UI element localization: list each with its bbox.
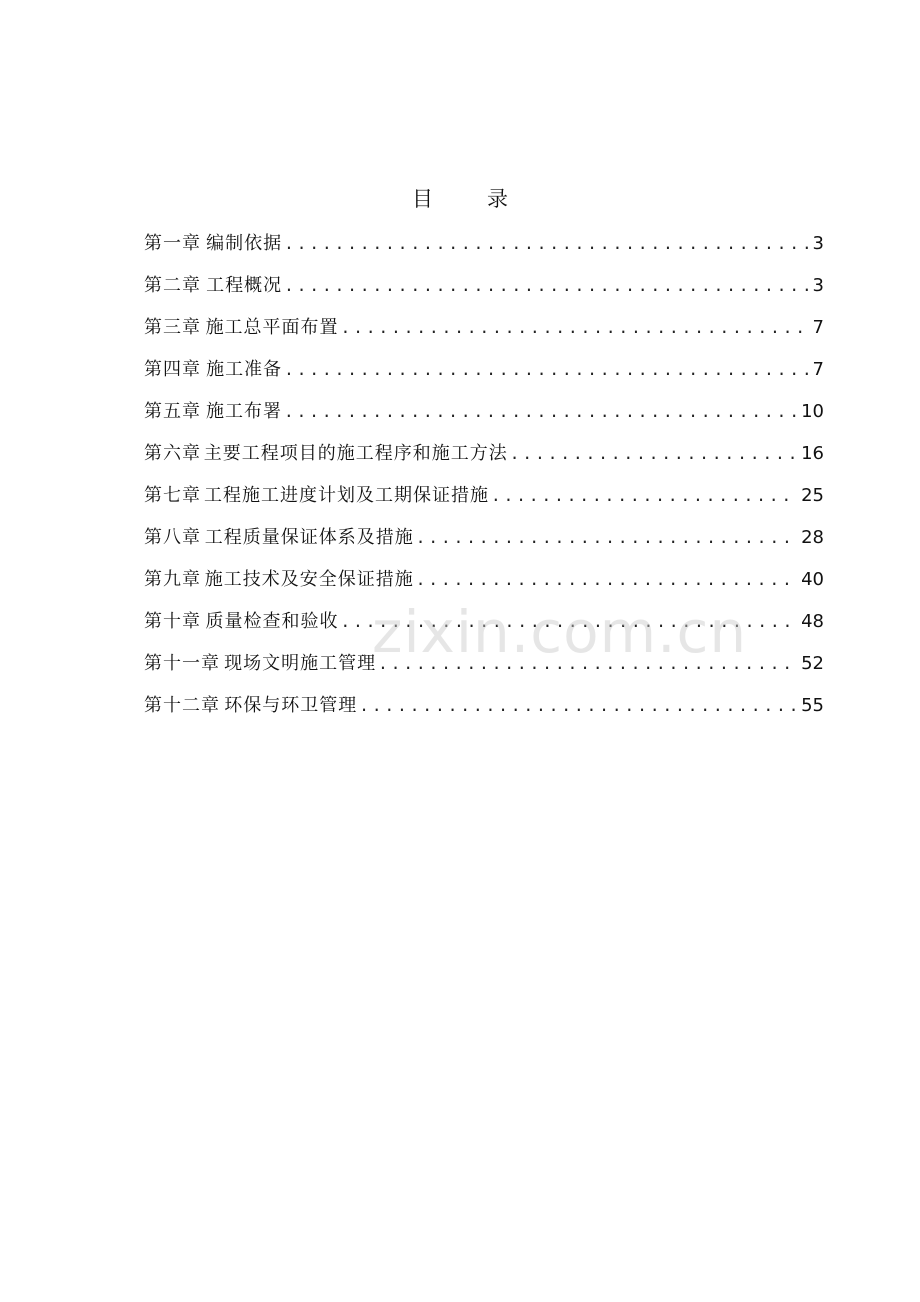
toc-dot-leader — [378, 649, 797, 679]
toc-entry-title: 工程施工进度计划及工期保证措施 — [203, 485, 489, 506]
toc-page-number: 3 — [812, 233, 824, 254]
toc-entry[interactable] — [144, 439, 824, 481]
toc-page-number: 7 — [812, 359, 824, 380]
toc-entry[interactable] — [144, 229, 824, 271]
toc-entry-title: 施工布署 — [206, 401, 282, 422]
toc-title-left: 目 — [412, 187, 433, 211]
toc-dot-leader — [416, 565, 797, 595]
toc-chapter-label: 第三章 — [144, 317, 201, 338]
toc-entry[interactable] — [144, 313, 824, 355]
toc-entry[interactable] — [144, 649, 824, 691]
toc-chapter-label: 第九章 — [144, 569, 201, 590]
toc-entry-title: 施工准备 — [206, 359, 283, 380]
toc-page-number: 28 — [801, 527, 824, 548]
toc-chapter-label: 第十二章 — [144, 695, 220, 716]
toc-entry[interactable] — [144, 691, 824, 733]
toc-entry[interactable] — [144, 565, 824, 607]
toc-page-number: 3 — [812, 275, 824, 296]
toc-entry-title: 施工技术及安全保证措施 — [204, 569, 414, 590]
toc-entry-title: 编制依据 — [206, 233, 283, 254]
toc-dot-leader — [284, 397, 797, 427]
toc-dot-leader — [284, 271, 808, 301]
toc-entry[interactable] — [144, 607, 824, 649]
toc-page-number: 7 — [812, 317, 824, 338]
toc-entry[interactable] — [144, 481, 824, 523]
toc-page-number: 40 — [801, 569, 824, 590]
toc-title-right: 录 — [487, 187, 508, 211]
toc-entry-title: 主要工程项目的施工程序和施工方法 — [203, 443, 508, 464]
toc-title — [0, 184, 920, 214]
toc-dot-leader — [341, 313, 809, 343]
toc-chapter-label: 第二章 — [144, 275, 201, 296]
toc-dot-leader — [359, 691, 797, 721]
toc-dot-leader — [491, 481, 797, 511]
toc-chapter-label: 第十章 — [144, 611, 201, 632]
toc-dot-leader — [284, 229, 808, 259]
toc-dot-leader — [510, 439, 797, 469]
toc-chapter-label: 第五章 — [144, 401, 201, 422]
toc-chapter-label: 第六章 — [144, 443, 201, 464]
toc-entry[interactable] — [144, 523, 824, 565]
toc-entry-title: 环保与环卫管理 — [224, 695, 358, 716]
toc-chapter-label: 第四章 — [144, 359, 201, 380]
toc-dot-leader — [416, 523, 797, 553]
toc-chapter-label: 第七章 — [144, 485, 201, 506]
toc-entry[interactable] — [144, 397, 824, 439]
toc-entry[interactable] — [144, 271, 824, 313]
toc-list — [144, 229, 824, 733]
toc-page-number: 10 — [801, 401, 824, 422]
toc-entry[interactable] — [144, 355, 824, 397]
toc-entry-title: 质量检查和验收 — [205, 611, 339, 632]
toc-page-number: 48 — [801, 611, 824, 632]
toc-page-number: 16 — [801, 443, 824, 464]
toc-chapter-label: 第十一章 — [144, 653, 220, 674]
toc-chapter-label: 第八章 — [144, 527, 201, 548]
toc-entry-title: 工程质量保证体系及措施 — [204, 527, 414, 548]
toc-chapter-label: 第一章 — [144, 233, 201, 254]
toc-dot-leader — [284, 355, 808, 385]
toc-entry-title: 现场文明施工管理 — [224, 653, 377, 674]
toc-entry-title: 工程概况 — [206, 275, 283, 296]
watermark-text: zixin.com.cn — [372, 598, 748, 666]
toc-dot-leader — [340, 607, 797, 637]
toc-entry-title: 施工总平面布置 — [205, 317, 339, 338]
toc-page-number: 52 — [801, 653, 824, 674]
toc-page-number: 55 — [801, 695, 824, 716]
toc-page-number: 25 — [801, 485, 824, 506]
